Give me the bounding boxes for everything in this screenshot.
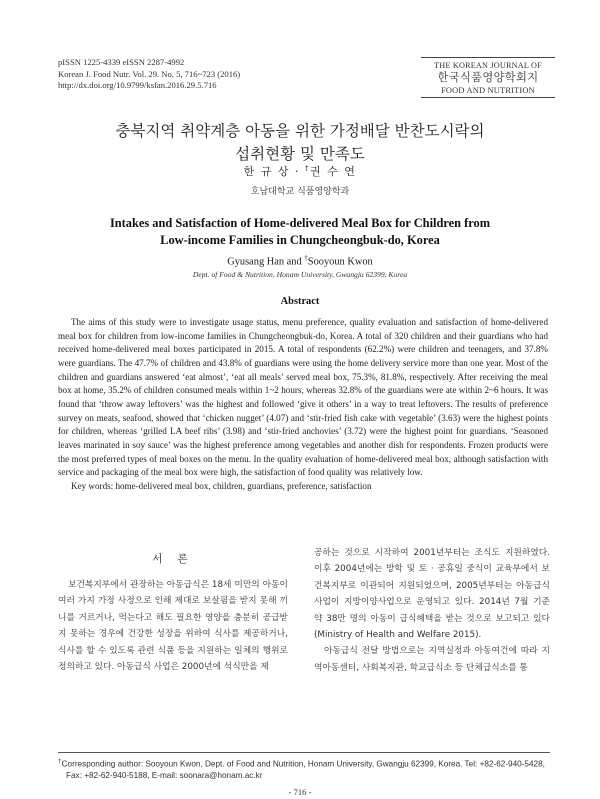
doi-link[interactable]: http://dx.doi.org/10.9799/ksfan.2016.29.5.716 xyxy=(58,80,217,91)
author-en-2: Sooyoun Kwon xyxy=(307,256,373,268)
page-number: - 716 - xyxy=(288,787,312,797)
citation-line: Korean J. Food Nutr. Vol. 29. No. 5, 716~723 (2016) xyxy=(58,68,241,79)
intro-paragraph-2: 아동급식 전달 방법으로는 지역실정과 아동여건에 따라 지역아동센터, 사회복지관, 학교급식소 등 단체급식소를 통 xyxy=(314,646,550,673)
corresponding-author-footnote xyxy=(58,756,550,781)
title-kr-line2: 섭취현황 및 만족도 xyxy=(235,145,365,163)
abstract-body: The aims of this study were to investigate usage status, menu preference, quality evaluation and satisfaction of home-delivered meal box for children from low-income families in Chungcheongbuk-do, Korea. A total of 320 children and their guardians who had received home-delivered meal boxes participated in 2015. A total of respondents (62.2%) were children and teenagers, and 37.8% were guardians. The 47.7% of children and 43.8% of guardians were using the home delivery service more than one year. Most of the children and guardians answered ‘eat almost’, ‘eat all meals’ served meal box, 75.3%, 81.8%, respectively. After receiving the meal box at home, 35.2% of children consumed meals within 1~2 hours, whereas 32.8% of the guardians were ate within 2~6 hours. It was found that ‘throw away leftovers’ was the highest and followed ‘give it others’ in a way to treat leftovers. The results of preference survey on meats, seafood, showed that ‘chicken nugget’ (4.07) and ‘stir-fried fish cake with vegetable’ (3.63) were the highest points for children, whereas ‘grilled LA beef ribs’ (3.98) and ‘stir-fried anchovies’ (3.72) were the highest point for guardians. ‘Seasoned leaves marinated in soy sauce’ was the highest preference among vegetables and another dish for respondents. Frozen products were the most preferred types of meal boxes on the menu. In the quality evaluation of home-delivered meal box, although satisfaction with service and packaging of the meal box were high, the satisfaction of food quality was relatively low. xyxy=(58,317,548,478)
paper-title-english xyxy=(0,215,600,249)
masthead-rule-bottom xyxy=(421,97,555,98)
corresponding-mark: † xyxy=(305,164,310,173)
corresponding-mark-en: † xyxy=(304,254,308,262)
keywords: Key words: home-delivered meal box, children, guardians, preference, satisfaction xyxy=(71,480,372,491)
journal-name-en-line1: THE KOREAN JOURNAL OF xyxy=(434,61,542,70)
journal-name-en-line2: FOOD AND NUTRITION xyxy=(441,86,535,95)
intro-paragraph-1: 보건복지부에서 관장하는 아동급식은 18세 미만의 아동이 여러 가지 가정 사정으로 인해 제대로 보살핌을 받지 못해 끼니를 거르거나, 먹는다고 해도 필요한 영양을 충분히 공급받지 못하는 경우에 건강한 성장을 위하여 식사를 제공하거나, 식사를 할 수 있도록 관련 식품 등을 지원하는 일체의 행위로 정의하고 있다. 아동급식 사업은 2000년에 석식만을 제 xyxy=(58,580,288,673)
section-heading-introduction: 서 론 xyxy=(152,553,194,565)
paper-title-korean xyxy=(0,120,600,166)
journal-name-kr: 한국식품영양학회지 xyxy=(437,71,539,84)
footnote-mark: † xyxy=(58,758,62,765)
abstract-block xyxy=(58,316,548,494)
authors-english xyxy=(0,254,600,267)
publication-meta xyxy=(58,57,240,92)
footnote-divider xyxy=(58,752,550,753)
author-kr-2: 권 수 연 xyxy=(310,165,357,178)
affiliation-english: Dept. of Food & Nutrition, Honam University, Gwangju 62399, Korea xyxy=(192,270,408,279)
title-kr-line1: 충북지역 취약계층 아동을 위한 가정배달 반찬도시락의 xyxy=(115,122,485,140)
masthead-rule-top xyxy=(421,57,555,58)
journal-masthead xyxy=(421,57,555,98)
affiliation-korean: 호남대학교 식품영양학과 xyxy=(250,187,350,197)
body-column-right xyxy=(314,545,550,676)
author-separator: · xyxy=(290,165,305,178)
intro-paragraph-1-cont: 공하는 것으로 시작하여 2001년부터는 조식도 지원하였다. 이후 2004년에는 방학 및 토 · 공휴일 중식이 교육부에서 보건복지부로 이관되어 지원되었으며, 2005년부터는 아동급식 사업이 지방이양사업으로 운영되고 있다. 2014년 7월 기준 약 38만 명의 아동이 급식혜택을 받는 것으로 보고되고 있다 (Ministry of Health and Welfare 2015). xyxy=(314,548,550,641)
issn-line: pISSN 1225-4339 eISSN 2287-4992 xyxy=(58,57,185,67)
authors-korean xyxy=(0,163,600,179)
body-column-left xyxy=(58,577,288,675)
author-kr-1: 한 규 상 xyxy=(243,165,290,178)
abstract-heading: Abstract xyxy=(280,296,320,307)
title-en-line1: Intakes and Satisfaction of Home-delivered Meal Box for Children from xyxy=(109,216,491,230)
title-en-line2: Low-income Families in Chungcheongbuk-do, Korea xyxy=(160,233,440,247)
author-en-1: Gyusang Han and xyxy=(227,256,305,268)
footnote-text: Corresponding author: Sooyoun Kwon, Dept. of Food and Nutrition, Honam University, Gwangju 62399, Korea. Tel: +82-62-940-5428, Fax: +82-62-940-5188, E-mail: soonara@honam.ac.kr xyxy=(61,759,545,780)
